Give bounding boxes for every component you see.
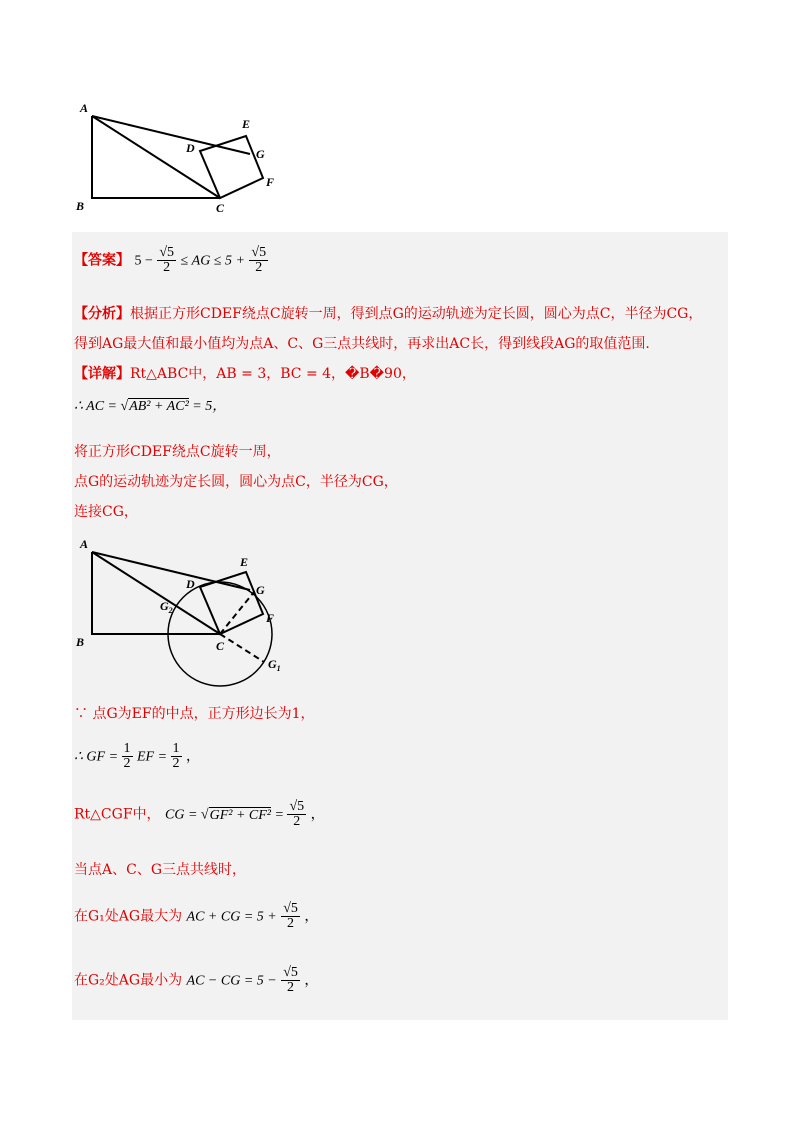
fig1-label-d: D: [186, 141, 195, 155]
detail-line-11: 在G₂处AG最小为 AC − CG = 5 − $\frac{√5}{2}$ ，: [74, 965, 319, 995]
fig2-label-b: B: [76, 635, 85, 649]
figure-1: [74, 96, 294, 216]
answer-mid: ≤ AG ≤ 5 +: [180, 253, 245, 269]
fig2-cg1-dashed: [220, 634, 264, 662]
fig1-ac: [92, 116, 220, 198]
fig2-label-f: F: [266, 611, 275, 625]
analysis-tag: 【分析】: [74, 306, 130, 322]
fig1-square: [200, 136, 263, 198]
fig2-cg-dashed: [220, 592, 254, 634]
fig2-ac: [92, 552, 220, 634]
detail-tag: 【详解】: [74, 366, 130, 382]
answer-tag: 【答案】: [74, 252, 130, 269]
analysis-line-2: 得到AG最大值和最小值均为点A、C、G三点共线时，再求出AC长，得到线段AG的取值范围.: [74, 336, 650, 352]
fig2-label-g: G: [256, 583, 265, 597]
fig2-square: [200, 572, 263, 634]
analysis-line-1: 【分析】根据正方形CDEF绕点C旋转一周，得到点G的运动轨迹为定长圆，圆心为点C，半径为CG，: [74, 306, 703, 322]
fig2-label-g1: $G_1$: [268, 657, 281, 673]
fig2-label-g2: $G_2$: [160, 599, 173, 615]
answer-frac1: $\frac{√5}{2}$: [159, 245, 174, 275]
fig1-label-c: C: [216, 201, 225, 215]
detail-line-7: ∴ GF = $\frac{1}{2}$ EF = $\frac{1}{2}$ ，: [74, 741, 200, 771]
fig2-label-c: C: [216, 639, 225, 653]
detail-line-3: 将正方形CDEF绕点C旋转一周，: [74, 444, 281, 460]
figure-2: [74, 534, 294, 694]
fig2-label-d: D: [186, 577, 195, 591]
fig1-label-b: B: [76, 199, 85, 213]
detail-line-2: ∴ AC = √AB² + AC² = 5，: [74, 399, 227, 414]
detail-line-10: 在G₁处AG最大为 AC + CG = 5 + $\frac{√5}{2}$ ，: [74, 901, 319, 931]
detail-line-9: 当点A、C、G三点共线时，: [74, 862, 247, 878]
figure-1-svg: [74, 96, 294, 216]
fig1-label-f: F: [266, 175, 275, 189]
detail-line-8: Rt△CGF中， CG = √GF² + CF² = $\frac{√5}{2}$ ，: [74, 799, 325, 829]
fig1-label-g: G: [256, 147, 265, 161]
fig2-ag: [92, 552, 250, 590]
fig2-label-a: A: [80, 537, 89, 551]
detail-line-6: ∵ 点G为EF的中点，正方形边长为1，: [74, 706, 315, 722]
fig1-label-a: A: [80, 101, 89, 115]
answer-line: [74, 246, 268, 275]
fig1-label-e: E: [242, 117, 251, 131]
answer-left: 5 −: [134, 253, 153, 269]
fig2-label-e: E: [240, 555, 249, 569]
detail-line-5: 连接CG，: [74, 504, 138, 520]
answer-frac2: $\frac{√5}{2}$: [251, 245, 267, 275]
figure-2-svg: [74, 534, 294, 694]
fig1-ag: [92, 116, 250, 154]
detail-line-1: 【详解】Rt△ABC中，AB = 3，BC = 4，�B�90，: [74, 366, 416, 382]
detail-line-4: 点G的运动轨迹为定长圆，圆心为点C，半径为CG，: [74, 474, 398, 490]
